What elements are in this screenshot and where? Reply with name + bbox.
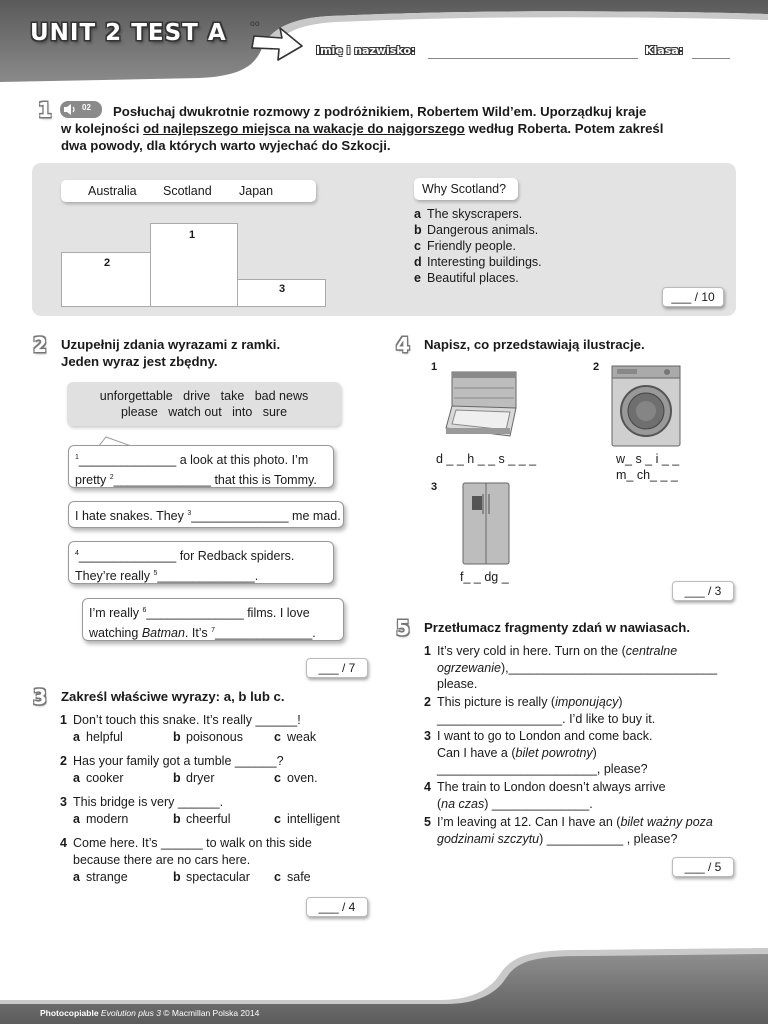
- ex1-instruction-line3: dwa powody, dla których warto wyjechać do Szkocji.: [61, 138, 391, 153]
- score-box: ___ / 5: [672, 857, 734, 877]
- choice-b[interactable]: b cheerful: [173, 812, 231, 826]
- speech-bubble-4: I’m really $^6$______________ films. I love watching Batman. It’s $^7$______________.: [82, 598, 344, 641]
- exercise-number: 5: [396, 616, 410, 640]
- picture-number: 3: [431, 481, 438, 493]
- speech-bubble-2: I hate snakes. They $^3$______________ me mad.: [68, 501, 344, 528]
- word-box-line: unforgettable drive take bad news: [99, 389, 309, 403]
- audio-track-number: 02: [82, 103, 91, 112]
- speech-bubble-1: $^1$______________ a look at this photo. I’m pretty $^2$______________ that this is Tommy.: [68, 445, 334, 488]
- ex5-instruction: Przetłumacz fragmenty zdań w nawiasach.: [424, 620, 691, 635]
- ex2-instruction-line1: Uzupełnij zdania wyrazami z ramki.: [61, 337, 281, 352]
- blank-1[interactable]: ______________ a look at this photo. I’m: [78, 453, 309, 468]
- choice-a[interactable]: a strange: [73, 870, 128, 884]
- ex1-instruction-line2: w kolejności od najlepszego miejsca na wakacje do najgorszego według Roberta. Potem zakreśl: [61, 121, 664, 136]
- blank-7[interactable]: ______________.: [214, 626, 316, 641]
- country-word: Australia: [88, 184, 137, 198]
- choice-a[interactable]: a modern: [73, 812, 129, 826]
- choice-c[interactable]: c safe: [274, 870, 311, 884]
- word-box-line: please watch out into sure: [120, 404, 288, 419]
- score-box: ___ / 4: [306, 897, 368, 917]
- ex1-instruction-line1: Posłuchaj dwukrotnie rozmowy z podróżnikiem, Robertem Wild’em. Uporządkuj kraje: [113, 104, 647, 119]
- exercise-number: 1: [38, 98, 52, 122]
- class-label: Klasa:: [645, 44, 684, 57]
- class-field[interactable]: [692, 58, 730, 59]
- ex2-instruction-line2: Jeden wyraz jest zbędny.: [61, 354, 218, 369]
- score-box: ___ / 10: [662, 287, 724, 307]
- speech-bubble-3: $^4$______________ for Redback spiders. They’re really $^5$______________.: [68, 541, 334, 584]
- question-3: 3 This bridge is very ______.: [60, 795, 224, 809]
- name-label: Imię i nazwisko:: [316, 44, 416, 57]
- washing-machine-icon: [611, 365, 681, 447]
- question-1: 1 Don’t touch this snake. It’s really ______!: [60, 713, 301, 727]
- audio-track-badge[interactable]: [60, 101, 102, 118]
- choice-b[interactable]: b dryer: [173, 771, 215, 785]
- dishwasher-icon: [444, 370, 520, 442]
- score-box: ___ / 3: [672, 581, 734, 601]
- blank-3[interactable]: ______________ me mad.: [191, 509, 341, 524]
- option-b[interactable]: b Dangerous animals.: [414, 223, 539, 237]
- blank-2[interactable]: ______________ that this is Tommy.: [113, 473, 317, 488]
- speaker-icon: [63, 103, 77, 116]
- picture-caption: f_ _ dg _: [460, 570, 509, 584]
- exercise-number: 4: [396, 333, 410, 357]
- svg-text:oo: oo: [250, 19, 260, 28]
- ex4-instruction: Napisz, co przedstawiają ilustracje.: [424, 337, 645, 352]
- blank-6[interactable]: ______________ films. I love: [146, 606, 310, 621]
- option-a[interactable]: a The skyscrapers.: [414, 207, 523, 221]
- option-c[interactable]: c Friendly people.: [414, 239, 516, 253]
- podium-number: 2: [104, 257, 111, 269]
- choice-b[interactable]: b spectacular: [173, 870, 250, 884]
- exercise-number: 3: [33, 685, 47, 709]
- fridge-icon: [462, 482, 510, 565]
- country-word: Scotland: [163, 184, 212, 198]
- choice-c[interactable]: c weak: [274, 730, 317, 744]
- choice-a[interactable]: a cooker: [73, 771, 124, 785]
- countries-box: [61, 180, 316, 202]
- podium-number: 3: [279, 283, 286, 295]
- country-word: Japan: [239, 184, 274, 198]
- question-2: 2 Has your family got a tumble ______?: [60, 754, 284, 768]
- blank-4[interactable]: ______________ for Redback spiders.: [78, 549, 295, 564]
- why-scotland-box: [414, 178, 518, 200]
- picture-caption: w_ s _ i _ _: [616, 452, 680, 466]
- picture-number: 1: [431, 361, 438, 373]
- choice-c[interactable]: c intelligent: [274, 812, 340, 826]
- arrow-icon: [248, 16, 308, 66]
- copyright-footer: Photocopiable Evolution plus 3 © Macmillan Polska 2014: [40, 1008, 260, 1018]
- score-box: ___ / 7: [306, 658, 368, 678]
- blank-5[interactable]: ______________.: [157, 569, 259, 584]
- exercise-number: 2: [33, 333, 47, 357]
- option-e[interactable]: e Beautiful places.: [414, 271, 519, 285]
- question-4: 4 Come here. It’s ______ to walk on this side because there are no cars here.: [60, 836, 312, 867]
- name-field[interactable]: [428, 58, 638, 59]
- why-scotland-title: Why Scotland?: [422, 182, 507, 196]
- choice-a[interactable]: a helpful: [73, 730, 123, 744]
- word-box: [67, 382, 341, 426]
- picture-number: 2: [593, 361, 600, 373]
- choice-b[interactable]: b poisonous: [173, 730, 243, 744]
- picture-caption: m_ ch_ _ _: [616, 468, 678, 482]
- picture-caption: d _ _ h _ _ s _ _ _: [436, 452, 537, 466]
- ex3-instruction: Zakreśl właściwe wyrazy: a, b lub c.: [61, 689, 285, 704]
- option-d[interactable]: d Interesting buildings.: [414, 255, 542, 269]
- choice-c[interactable]: c oven.: [274, 771, 318, 785]
- test-title: UNIT 2 TEST A: [30, 20, 227, 46]
- podium-number: 1: [189, 229, 196, 241]
